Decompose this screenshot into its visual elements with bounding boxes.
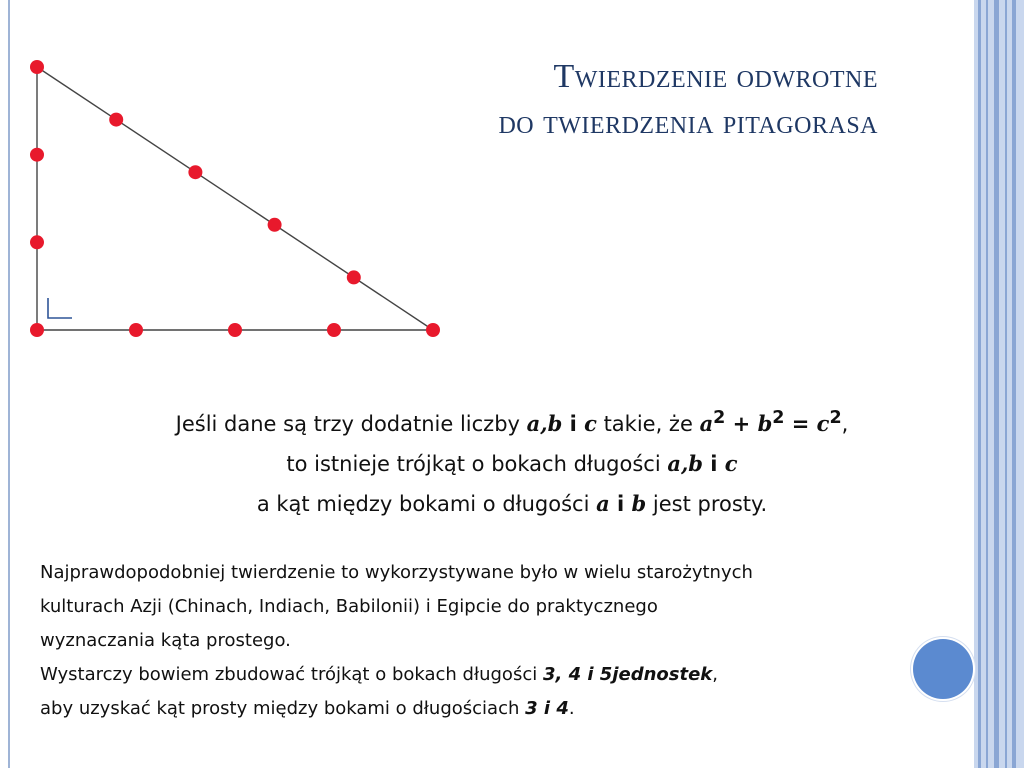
var-a: a [596, 491, 610, 516]
exponent: 2 [772, 408, 785, 428]
var-ab: a,b [526, 411, 563, 436]
right-angle-mark-icon [48, 298, 72, 318]
note-line-3: wyznaczania kąta prostego. [40, 630, 291, 651]
theorem-text: , [841, 412, 849, 436]
rope-knot-dot [268, 218, 282, 232]
rope-triangle-figure [0, 0, 460, 360]
right-decorative-stripes [974, 0, 1024, 768]
note-line-4 [40, 658, 980, 692]
note-line-1: Najprawdopodobniej twierdzenie to wykorzystywane było w wielu starożytnych [40, 562, 753, 583]
conj-i: i [609, 492, 632, 516]
theorem-line-2 [40, 444, 984, 484]
exponent: 2 [829, 408, 842, 428]
var-ab: a,b [667, 451, 703, 476]
rope-knot-dot [426, 323, 440, 337]
rope-knot-dot [228, 323, 242, 337]
theorem-text: to istnieje trójkąt o bokach długości [286, 452, 668, 476]
note-text: . [568, 698, 575, 719]
rope-knot-dot [30, 60, 44, 74]
var-b: b [631, 491, 647, 516]
rope-knot-dot [327, 323, 341, 337]
exponent: 2 [713, 408, 726, 428]
conj-i: i [702, 452, 725, 476]
theorem-text: Jeśli dane są trzy dodatnie liczby [175, 412, 527, 436]
title-line-2: do twierdzenia pitagorasa [498, 104, 878, 141]
note-text: , [712, 664, 718, 685]
theorem-line-3 [40, 484, 984, 524]
theorem-statement [40, 398, 984, 524]
historical-note [40, 556, 980, 726]
rope-knot-dot [109, 113, 123, 127]
theorem-line-1 [40, 398, 984, 444]
title-line-1: Twierdzenie odwrotne [553, 58, 878, 95]
note-line-2: kulturach Azji (Chinach, Indiach, Babilonii) i Egipcie do praktycznego [40, 596, 658, 617]
decorative-circle [913, 639, 973, 699]
conj-i: i [562, 412, 585, 436]
plus-sign: + [725, 412, 758, 436]
hypotenuse [37, 67, 433, 330]
rope-knot-dot [30, 323, 44, 337]
note-emphasis: 3, 4 i 5jednostek [542, 664, 713, 685]
note-emphasis: 3 i 4 [525, 698, 569, 719]
rope-knot-dot [30, 148, 44, 162]
rope-knot-dot [30, 235, 44, 249]
var-c: c [724, 451, 738, 476]
rope-knot-dot [129, 323, 143, 337]
theorem-text: a kąt między bokami o długości [256, 492, 597, 516]
note-line-5 [40, 692, 980, 726]
var-a: a [699, 411, 714, 436]
rope-knot-dot [188, 165, 202, 179]
theorem-text: takie, że [596, 412, 700, 436]
note-text: aby uzyskać kąt prosty między bokami o długościach [40, 698, 526, 719]
var-c: c [816, 411, 830, 436]
theorem-text: jest prosty. [646, 492, 768, 516]
rope-knot-dot [347, 270, 361, 284]
note-text: Wystarczy bowiem zbudować trójkąt o bokach długości [40, 664, 543, 685]
var-c: c [584, 411, 597, 436]
var-b: b [757, 411, 773, 436]
equals-sign: = [784, 412, 817, 436]
